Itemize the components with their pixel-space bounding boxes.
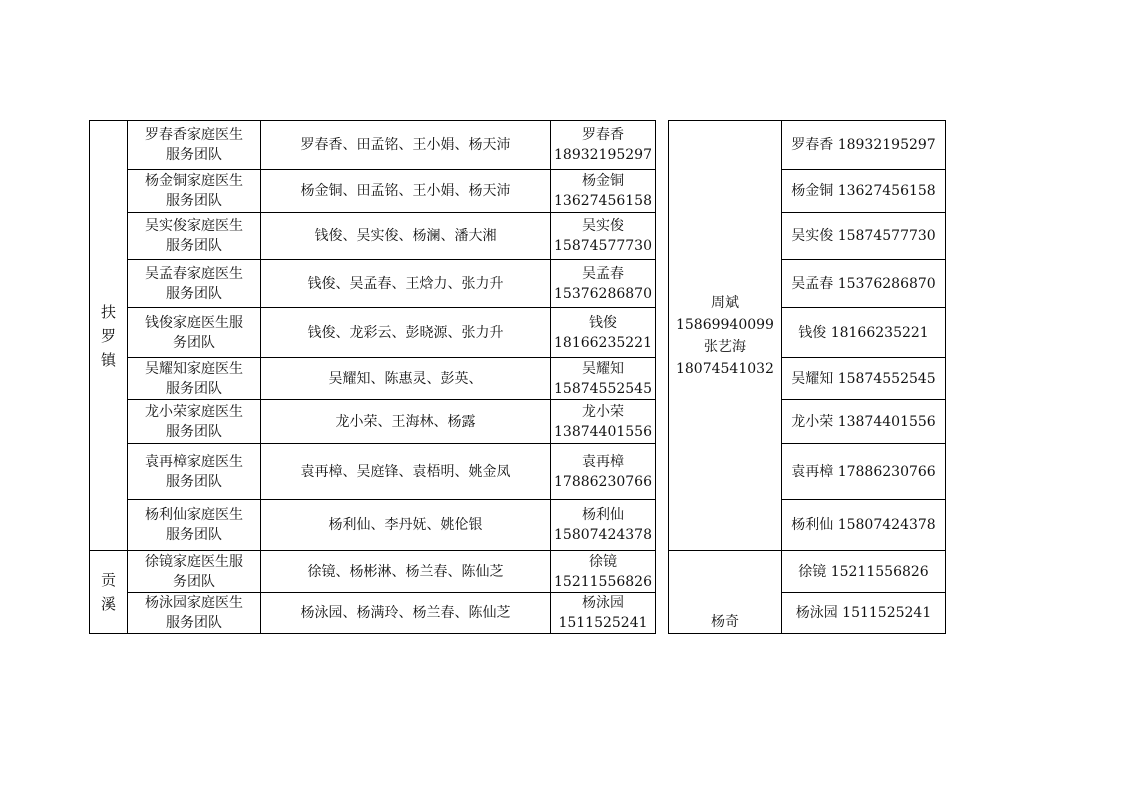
team-name-line: 龙小荣家庭医生 [145,403,243,420]
leader-name: 钱俊 [588,314,617,331]
leader-name: 杨金铜 [581,173,624,189]
table-row [90,260,946,308]
column-gap [655,500,668,551]
team-name-line: 罗春香家庭医生 [145,127,243,143]
team-name-line: 吴孟春家庭医生 [145,265,243,282]
team-name-cell [128,121,261,170]
team-leader-cell [551,400,656,444]
leader-phone: 15807424378 [554,527,652,543]
family-doctor-team-table [89,120,946,634]
column-gap [655,551,668,593]
supervisor-phone: 18074541032 [675,360,774,377]
supervisor-name: 周斌 [710,294,739,311]
table-row [90,121,946,170]
team-name-line: 吴耀知家庭医生 [145,360,243,377]
supervisor-name: 张艺海 [703,338,746,355]
team-members-cell: 龙小荣、王海林、杨露 [261,400,551,444]
leader-phone: 18166235221 [554,334,652,351]
contact-cell: 杨金铜 13627456158 [781,170,945,213]
column-gap [655,170,668,213]
table-row [90,213,946,260]
team-name-cell [128,260,261,308]
team-name-line: 吴实俊家庭医生 [145,218,243,234]
team-name-line: 服务团队 [166,285,222,302]
column-gap [655,593,668,634]
table-row [90,358,946,400]
table-row [90,444,946,500]
leader-name: 龙小荣 [581,403,624,420]
team-name-cell [128,551,261,593]
column-gap [655,358,668,400]
leader-phone: 13874401556 [554,423,652,440]
team-leader-cell [551,213,656,260]
supervisor-cell-furuo [668,121,781,551]
table-row [90,308,946,358]
team-leader-cell [551,358,656,400]
town-name-char: 镇 [100,350,116,369]
table-row [90,400,946,444]
team-name-line: 钱俊家庭医生服 [145,314,243,331]
team-members-cell: 钱俊、龙彩云、彭晓源、张力升 [261,308,551,358]
team-leader-cell [551,500,656,551]
team-members-cell: 罗春香、田孟铭、王小娟、杨天沛 [261,121,551,170]
team-leader-cell [551,170,656,213]
leader-phone: 13627456158 [554,193,652,209]
team-name-line: 袁再樟家庭医生 [145,453,243,470]
column-gap [655,444,668,500]
contact-cell: 吴孟春 15376286870 [781,260,945,308]
town-name-char: 溪 [100,595,116,613]
column-gap [655,260,668,308]
team-name-line: 服务团队 [166,380,222,397]
team-members-cell: 袁再樟、吴庭锋、袁梧明、姚金凤 [261,444,551,500]
team-leader-cell [551,260,656,308]
contact-cell: 杨利仙 15807424378 [781,500,945,551]
town-name-char: 罗 [100,326,116,345]
leader-name: 徐镜 [588,553,617,570]
leader-name: 罗春香 [581,127,624,143]
town-name-char: 扶 [100,302,116,321]
team-name-line: 徐镜家庭医生服 [145,553,243,570]
table-row [90,593,946,634]
supervisor-cell-gongxi [668,551,781,634]
leader-name: 吴耀知 [581,360,624,377]
contact-cell: 吴实俊 15874577730 [781,213,945,260]
team-leader-cell [551,308,656,358]
leader-name: 杨利仙 [581,507,624,523]
town-cell-gongxi [90,551,128,634]
leader-phone: 1511525241 [558,615,648,631]
team-name-line: 杨利仙家庭医生 [145,507,243,523]
column-gap [655,121,668,170]
team-members-cell: 钱俊、吴孟春、王焓力、张力升 [261,260,551,308]
team-name-line: 服务团队 [166,473,222,490]
leader-name: 袁再樟 [581,453,624,470]
supervisor-phone: 15869940099 [675,316,774,333]
contact-cell: 钱俊 18166235221 [781,308,945,358]
team-members-cell: 杨泳园、杨满玲、杨兰春、陈仙芝 [261,593,551,634]
contact-cell: 徐镜 15211556826 [781,551,945,593]
team-leader-cell [551,121,656,170]
team-name-line: 服务团队 [166,238,222,254]
table-row [90,551,946,593]
team-name-line: 务团队 [173,573,215,590]
team-name-cell [128,170,261,213]
team-members-cell: 杨金铜、田孟铭、王小娟、杨天沛 [261,170,551,213]
town-name-char: 贡 [100,571,116,589]
team-name-cell [128,400,261,444]
column-gap [655,308,668,358]
team-name-cell [128,213,261,260]
leader-name: 杨泳园 [581,595,624,611]
contact-cell: 龙小荣 13874401556 [781,400,945,444]
contact-cell: 吴耀知 15874552545 [781,358,945,400]
column-gap [655,400,668,444]
leader-phone: 17886230766 [554,473,652,490]
team-name-cell [128,500,261,551]
leader-name: 吴孟春 [581,265,624,282]
team-leader-cell [551,593,656,634]
contact-cell: 杨泳园 1511525241 [781,593,945,634]
team-members-cell: 徐镜、杨彬淋、杨兰春、陈仙芝 [261,551,551,593]
leader-name: 吴实俊 [581,218,624,234]
team-name-line: 服务团队 [166,527,222,543]
team-leader-cell [551,444,656,500]
team-members-cell: 吴耀知、陈惠灵、彭英、 [261,358,551,400]
team-name-line: 务团队 [173,334,215,351]
town-cell-furuo [90,121,128,551]
table-row [90,500,946,551]
team-members-cell: 钱俊、吴实俊、杨澜、潘大湘 [261,213,551,260]
team-name-line: 服务团队 [166,147,222,163]
leader-phone: 15376286870 [554,285,652,302]
team-name-cell [128,358,261,400]
table-row [90,170,946,213]
team-name-cell [128,444,261,500]
contact-cell: 罗春香 18932195297 [781,121,945,170]
team-leader-cell [551,551,656,593]
leader-phone: 15874577730 [554,238,652,254]
leader-phone: 18932195297 [554,147,652,163]
team-name-line: 服务团队 [166,423,222,440]
team-name-line: 服务团队 [166,615,222,631]
team-name-cell [128,308,261,358]
team-name-cell [128,593,261,634]
column-gap [655,213,668,260]
team-members-cell: 杨利仙、李丹妩、姚伦银 [261,500,551,551]
leader-phone: 15211556826 [554,573,652,590]
supervisor-name: 杨奇 [710,614,739,630]
team-name-line: 杨金铜家庭医生 [145,173,243,189]
contact-cell: 袁再樟 17886230766 [781,444,945,500]
leader-phone: 15874552545 [554,380,652,397]
team-name-line: 服务团队 [166,193,222,209]
team-name-line: 杨泳园家庭医生 [145,595,243,611]
